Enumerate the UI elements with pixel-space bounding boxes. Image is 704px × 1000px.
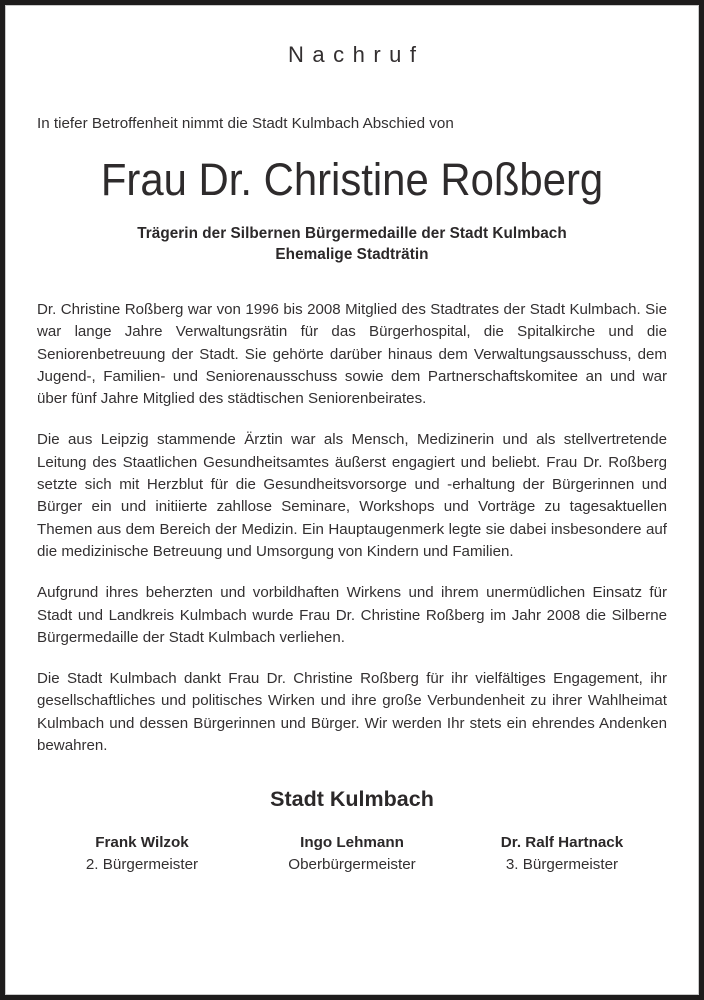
honorific-line-medal: Trägerin der Silbernen Bürgermedaille der Stadt Kulmbach	[137, 224, 567, 242]
signers-row	[37, 833, 667, 876]
intro-sentence: In tiefer Betroffenheit nimmt die Stadt Kulmbach Abschied von	[37, 115, 454, 133]
inner-hairline-rule	[5, 5, 699, 995]
body-paragraph-3: Aufgrund ihres beherzten und vorbildhaften Wirkens und ihrem unermüdlichen Einsatz für Stadt und Landkreis Kulmbach wurde Frau Dr. Christine Roßberg im Jahr 2008 die Silberne Bürgermedaille der Stadt Kulmbach verliehen.	[37, 584, 667, 646]
signer-name: Frank Wilzok	[95, 834, 189, 852]
signature-block	[37, 787, 667, 875]
signer-frank-wilzok	[37, 833, 247, 876]
obituary-body	[37, 299, 667, 757]
signer-role: 2. Bürgermeister	[85, 855, 199, 873]
body-paragraph-4: Die Stadt Kulmbach dankt Frau Dr. Christine Roßberg für ihr vielfältiges Engagement, ihr gesellschaftliches und politisches Wirken und ihre große Verbundenheit zu ihrer Wahlheimat Kulmbach und dessen Bürgerinnen und Bürger. Wir werden Ihr stets ein ehrendes Andenken bewahren.	[37, 670, 667, 755]
body-paragraph-2: Die aus Leipzig stammende Ärztin war als Mensch, Medizinerin und als stellvertretende Leitung des Staatlichen Gesundheitsamtes äußerst engagiert und beliebt. Frau Dr. Roßberg setzte sich mit Herzblut für die Gesundheitsvorsorge und -erhaltung der Bürgerinnen und Bürger ein und initiierte zahllose Seminare, Workshops und Vorträge zu tagesaktuellen Themen aus dem Bereich der Medizin. Ein Hauptaugenmerk legte sie dabei insbesondere auf die medizinische Betreuung und Umsorgung von Kindern und Familien.	[37, 431, 667, 560]
signer-name: Dr. Ralf Hartnack	[500, 834, 624, 852]
page-title: Nachruf	[287, 42, 425, 67]
signer-role: Oberbürgermeister	[288, 855, 416, 873]
issuing-authority: Stadt Kulmbach	[270, 787, 434, 812]
signer-role: 3. Bürgermeister	[505, 855, 619, 873]
signer-name: Ingo Lehmann	[300, 834, 404, 852]
honorifics-block	[37, 223, 667, 266]
obituary-sheet	[6, 6, 698, 994]
signer-ingo-lehmann	[247, 833, 457, 876]
honorific-line-office: Ehemalige Stadträtin	[275, 246, 429, 264]
deceased-name-heading: Frau Dr. Christine Roßberg	[100, 154, 604, 206]
body-paragraph-1: Dr. Christine Roßberg war von 1996 bis 2008 Mitglied des Stadtrates der Stadt Kulmbach. Sie war lange Jahre Verwaltungsrätin für das Bürgerhospital, die Spitalkirche und die Seniorenbetreuung der Stadt. Sie gehörte darüber hinaus dem Verwaltungsausschuss, dem Jugend-, Familien- und Seniorenausschuss sowie dem Partnerschaftskomitee an und war über fünf Jahre Mitglied des städtischen Seniorenbeirates.	[37, 300, 667, 408]
signer-ralf-hartnack	[457, 833, 667, 876]
